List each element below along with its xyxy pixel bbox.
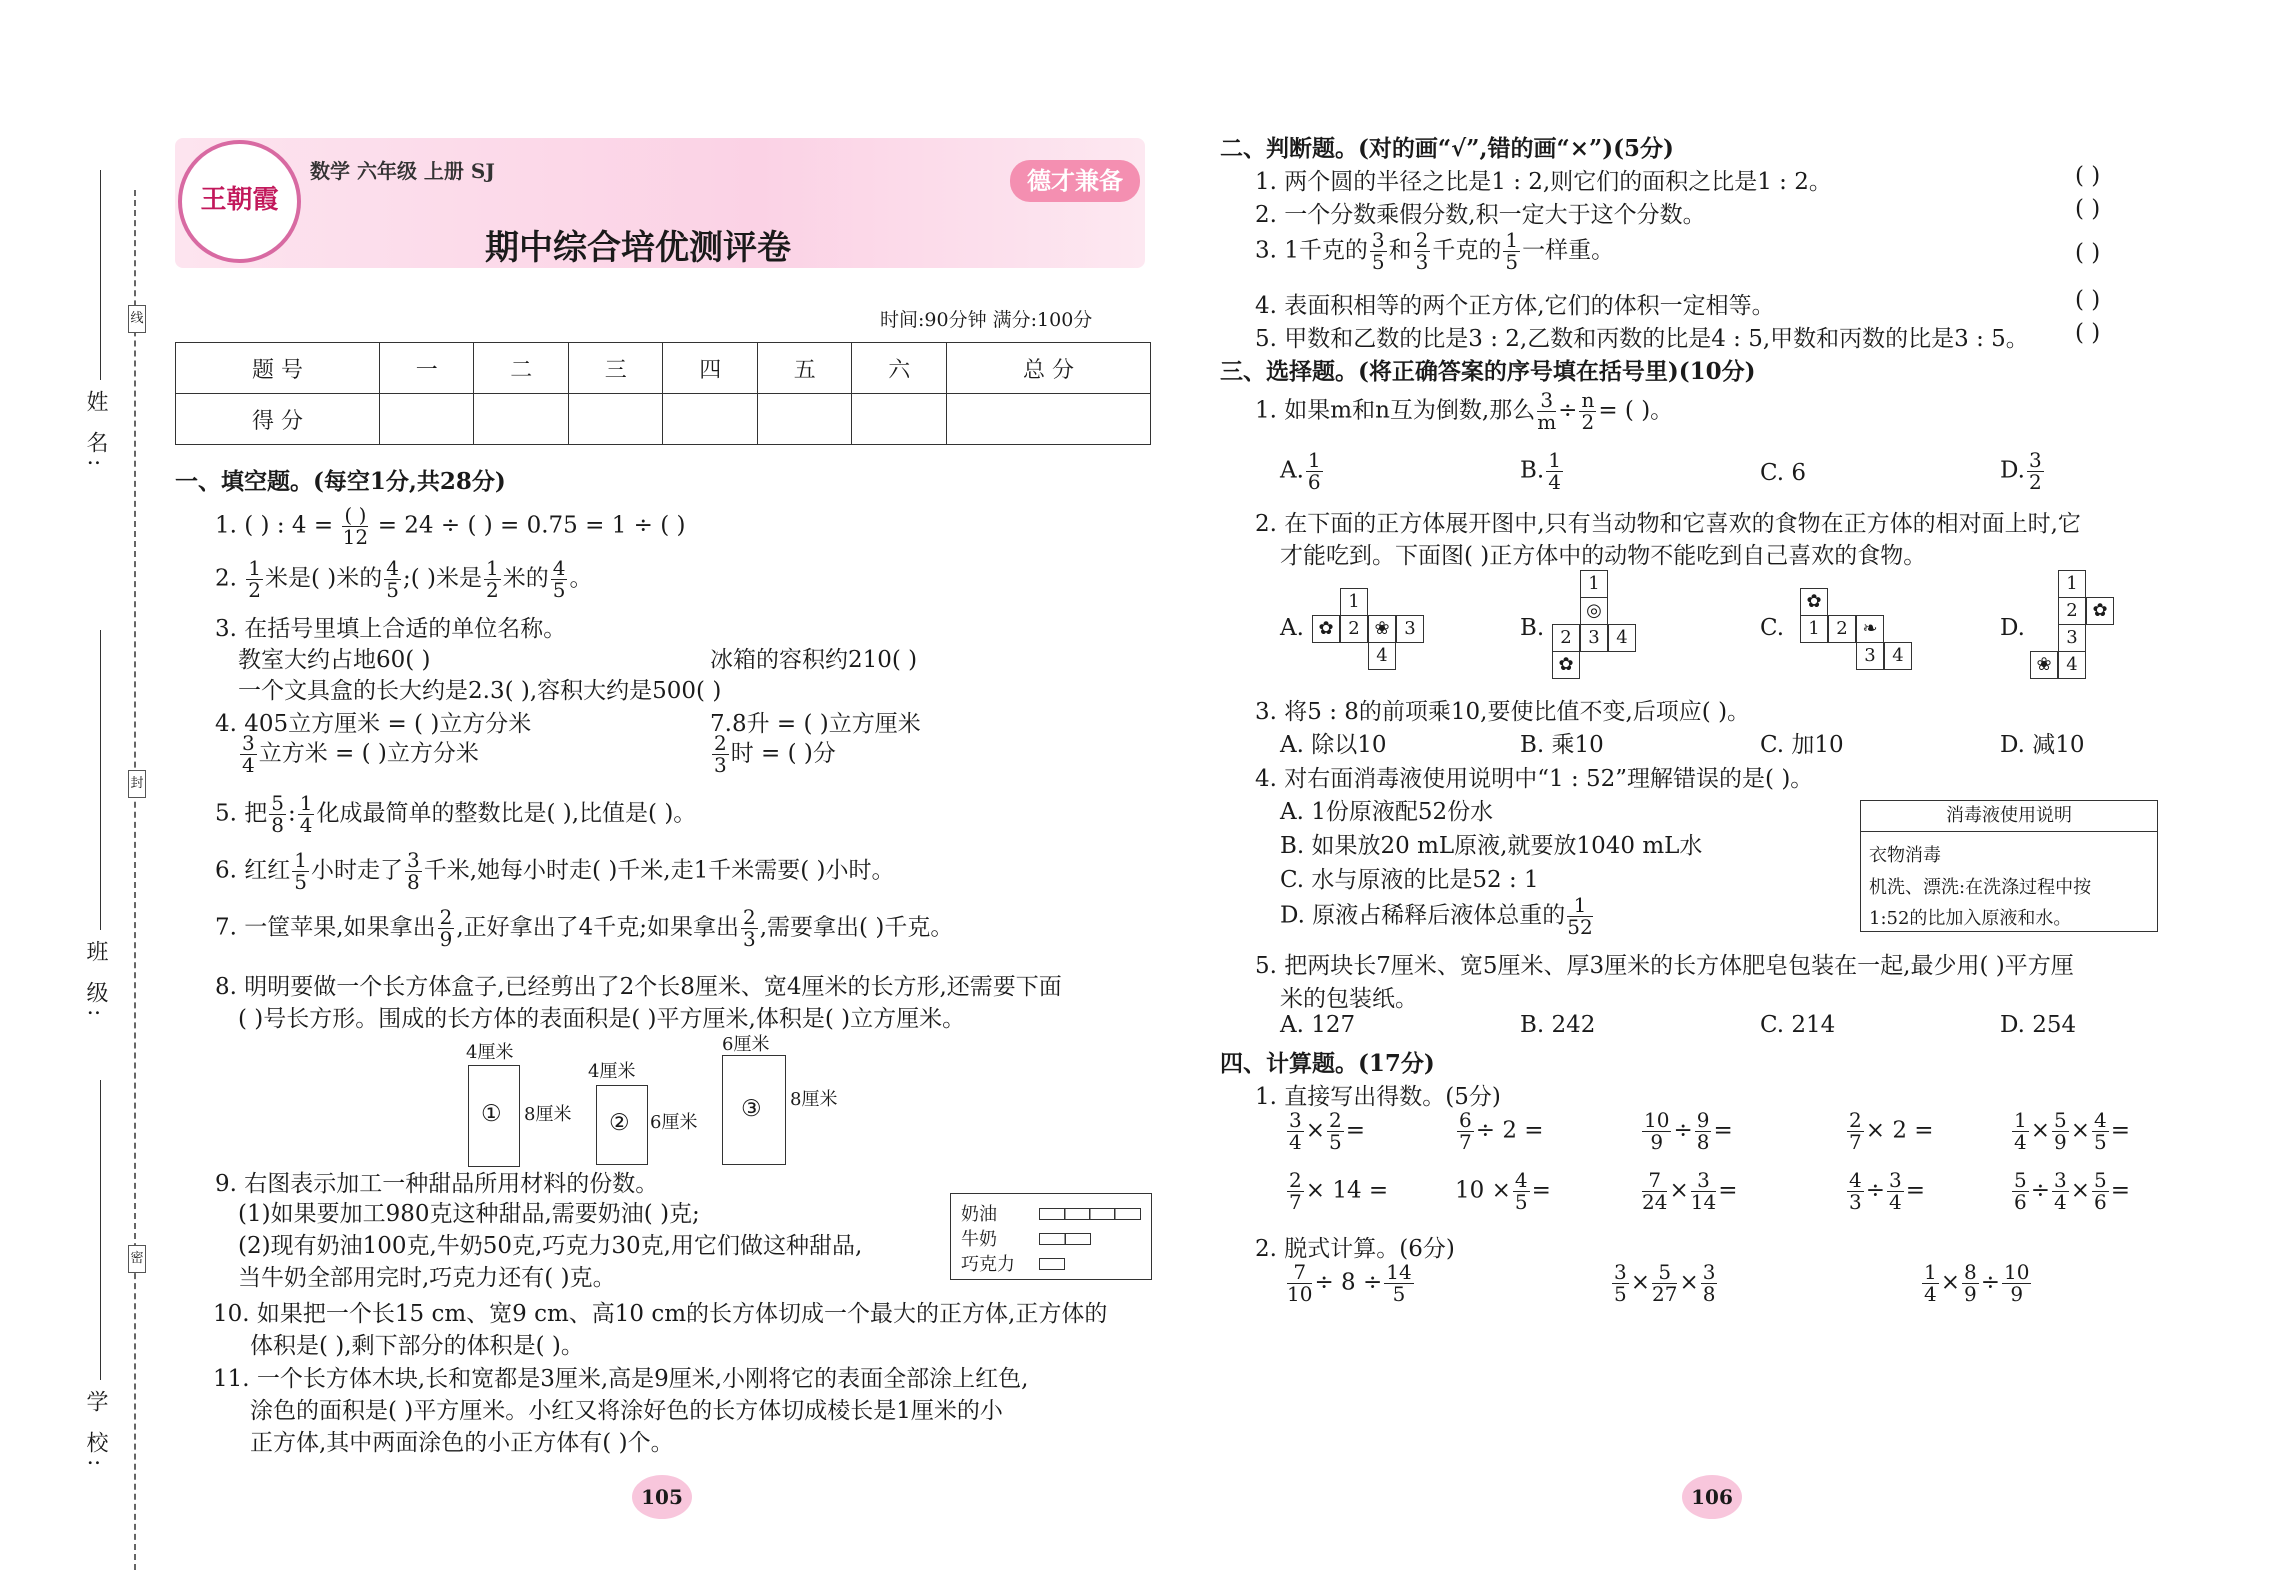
calc-expr: $\frac{5}{6}$ ÷ $\frac{3}{4}$ × $\frac{5}{6}$ = — [2014, 1168, 2131, 1214]
net-a-cell: ❀ — [1368, 615, 1396, 643]
choice-4-c[interactable]: C. 水与原液的比是52 : 1 — [1280, 867, 1539, 893]
score-table — [175, 342, 1151, 445]
question-8b: ( )号长方形。围成的长方体的表面积是( )平方厘米,体积是( )立方厘米。 — [238, 1006, 966, 1032]
page-title: 期中综合培优测评卷 — [485, 228, 791, 268]
choice-4-d[interactable]: D. 原液占稀释后液体总重的 $\frac{1}{52}$ — [1280, 893, 1593, 939]
logo-text: 王朝霞 — [200, 185, 279, 215]
choice-4-a[interactable]: A. 1份原液配52份水 — [1280, 799, 1494, 825]
score-cell: 一 — [379, 343, 474, 394]
score-value-row — [176, 394, 1151, 445]
calc-expr: $\frac{6}{7}$ ÷ 2 = — [1459, 1108, 1544, 1154]
q1-text: 1. ( ) : 4 = — [215, 512, 334, 539]
question-4b: 7.8升 = ( )立方厘米 — [710, 711, 921, 737]
judge-2-answer[interactable]: ( ) — [2075, 196, 2101, 222]
question-3b: 冰箱的容积约210( ) — [710, 647, 918, 673]
question-3: 3. 在括号里填上合适的单位名称。 — [215, 616, 567, 642]
question-8a: 8. 明明要做一个长方体盒子,已经剪出了2个长8厘米、宽4厘米的长方形,还需要下面 — [215, 974, 1062, 1000]
question-7: 7. 一筐苹果,如果拿出 $\frac{2}{9}$ ,正好拿出了4千克;如果拿出 $\frac{2}{3}$ ,需要拿出( )千克。 — [215, 905, 954, 951]
choice-5a: 5. 把两块长7厘米、宽5厘米、厚3厘米的长方体肥皂包装在一起,最少用( )平方厘 — [1255, 953, 2074, 979]
box-title: 消毒液使用说明 — [1861, 801, 2157, 832]
calc-expr: $\frac{1}{4}$ × $\frac{5}{9}$ × $\frac{4}{5}$ = — [2014, 1108, 2131, 1154]
question-3c: 一个文具盒的长大约是2.3( ),容积大约是500( ) — [238, 678, 722, 704]
score-cell: 六 — [852, 343, 947, 394]
question-6: 6. 红红 $\frac{1}{5}$ 小时走了 $\frac{3}{8}$ 千米,她每小时走( )千米,走1千米需要( )小时。 — [215, 848, 895, 894]
net-c-label[interactable]: C. — [1760, 615, 1785, 641]
rect3-side-label: 8厘米 — [790, 1089, 838, 1110]
rectangle-3 — [722, 1055, 786, 1165]
rect2-number: ② — [609, 1110, 630, 1136]
name-line — [100, 170, 101, 380]
net-b-cell: 4 — [1608, 624, 1636, 652]
brand-logo — [178, 140, 301, 263]
legend-cream: 奶油 — [961, 1204, 997, 1225]
choice-1-a[interactable]: A. $\frac{1}{6}$ — [1280, 448, 1321, 494]
score-cell: 总 分 — [946, 343, 1150, 394]
net-a-label[interactable]: A. — [1280, 615, 1304, 641]
choice-1-b[interactable]: B. $\frac{1}{4}$ — [1520, 448, 1561, 494]
calc-expr: $\frac{7}{10}$ ÷ 8 ÷ $\frac{14}{5}$ — [1287, 1260, 1412, 1306]
net-a-cell: 1 — [1340, 588, 1368, 616]
choice-3-d[interactable]: D. 减10 — [2000, 732, 2085, 758]
net-d-label[interactable]: D. — [2000, 615, 2025, 641]
choice-5b: 米的包装纸。 — [1280, 986, 1418, 1012]
choice-3-b[interactable]: B. 乘10 — [1520, 732, 1604, 758]
choice-5-a[interactable]: A. 127 — [1280, 1012, 1356, 1038]
net-d-cell: 2 — [2058, 597, 2086, 625]
score-input[interactable] — [474, 394, 569, 445]
net-b-label[interactable]: B. — [1520, 615, 1545, 641]
net-c-cell: 4 — [1884, 642, 1912, 670]
calc-2-title: 2. 脱式计算。(6分) — [1255, 1236, 1455, 1262]
section-1-title: 一、填空题。(每空1分,共28分) — [175, 468, 506, 495]
question-4d: $\frac{2}{3}$ 时 = ( )分 — [714, 731, 836, 777]
section-4-title: 四、计算题。(17分) — [1220, 1050, 1435, 1077]
judge-5-answer[interactable]: ( ) — [2075, 320, 2101, 346]
judge-1: 1. 两个圆的半径之比是1 : 2,则它们的面积之比是1 : 2。 — [1255, 169, 1832, 195]
choice-3-c[interactable]: C. 加10 — [1760, 732, 1844, 758]
calc-1-title: 1. 直接写出得数。(5分) — [1255, 1084, 1501, 1110]
question-9c: 当牛奶全部用完时,巧克力还有( )克。 — [238, 1265, 616, 1291]
question-11b: 涂色的面积是( )平方厘米。小红又将涂好色的长方体切成棱长是1厘米的小 — [250, 1398, 1003, 1424]
rectangle-1 — [468, 1065, 520, 1167]
binding-mark-seal: 封 — [128, 770, 146, 798]
calc-expr: $\frac{1}{4}$ × $\frac{8}{9}$ ÷ $\frac{10}{9}$ — [1924, 1260, 2030, 1306]
class-line — [100, 630, 101, 930]
choice-5-b[interactable]: B. 242 — [1520, 1012, 1596, 1038]
net-a-cell: ✿ — [1312, 615, 1340, 643]
virtue-stamp: 德才兼备 — [1010, 160, 1140, 202]
section-2-title: 二、判断题。(对的画“√”,错的画“×”)(5分) — [1220, 135, 1674, 162]
ratio-chart — [950, 1193, 1152, 1280]
net-d-cell: ❀ — [2030, 651, 2058, 679]
question-10b: 体积是( ),剩下部分的体积是( )。 — [250, 1333, 584, 1359]
rect3-top-label: 6厘米 — [722, 1034, 770, 1055]
net-c-cell: ✿ — [1800, 588, 1828, 616]
choice-2a: 2. 在下面的正方体展开图中,只有当动物和它喜欢的食物在正方体的相对面上时,它 — [1255, 511, 2081, 537]
score-input[interactable] — [663, 394, 758, 445]
name-label: 姓 名: — [83, 390, 108, 473]
page-number-left: 105 — [632, 1475, 692, 1519]
rect2-top-label: 4厘米 — [588, 1061, 636, 1082]
net-b-cell: 1 — [1580, 570, 1608, 598]
score-cell: 得 分 — [176, 394, 380, 445]
question-11a: 11. 一个长方体木块,长和宽都是3厘米,高是9厘米,小刚将它的表面全部涂上红色, — [213, 1366, 1029, 1392]
question-3a: 教室大约占地60( ) — [238, 647, 431, 673]
question-11c: 正方体,其中两面涂色的小正方体有( )个。 — [250, 1430, 674, 1456]
question-4c: $\frac{3}{4}$ 立方米 = ( )立方分米 — [242, 731, 479, 777]
choice-4: 4. 对右面消毒液使用说明中“1 : 52”理解错误的是( )。 — [1255, 766, 1814, 792]
class-label: 班 级: — [83, 940, 108, 1023]
question-1 — [215, 505, 686, 548]
net-b-cell: ◎ — [1580, 597, 1608, 625]
legend-milk: 牛奶 — [961, 1229, 997, 1250]
binding-strip — [0, 90, 150, 1480]
score-cell: 二 — [474, 343, 569, 394]
net-c-cell: 1 — [1800, 615, 1828, 643]
net-a-cell: 3 — [1396, 615, 1424, 643]
calc-expr: 10 × $\frac{4}{5}$ = — [1455, 1168, 1551, 1214]
choice-3-a[interactable]: A. 除以10 — [1280, 732, 1387, 758]
rect1-side-label: 8厘米 — [524, 1104, 572, 1125]
box-line-1: 衣物消毒 — [1869, 845, 1941, 866]
bar-cream — [1039, 1208, 1141, 1220]
net-b-cell: ✿ — [1552, 651, 1580, 679]
binding-mark-line: 线 — [128, 305, 146, 333]
rect1-number: ① — [481, 1101, 502, 1127]
question-2: 2. $\frac{1}{2}$ 米是( )米的 $\frac{4}{5}$ ;( )米是 $\frac{1}{2}$ 米的 $\frac{4}{5}$ 。 — [215, 556, 593, 602]
score-header-row — [176, 343, 1151, 394]
score-input[interactable] — [757, 394, 852, 445]
bar-milk — [1039, 1233, 1091, 1245]
score-cell: 题 号 — [176, 343, 380, 394]
net-d-cell: 3 — [2058, 624, 2086, 652]
score-input[interactable] — [568, 394, 663, 445]
q1-text-b: = 24 ÷ ( ) = 0.75 = 1 ÷ ( ) — [377, 512, 686, 539]
choice-4-b[interactable]: B. 如果放20 mL原液,就要放1040 mL水 — [1280, 833, 1703, 859]
calc-expr: $\frac{10}{9}$ ÷ $\frac{9}{8}$ = — [1644, 1108, 1733, 1154]
score-input[interactable] — [946, 394, 1150, 445]
choice-5-c[interactable]: C. 214 — [1760, 1012, 1836, 1038]
school-label: 学 校: — [83, 1390, 108, 1473]
judge-5: 5. 甲数和乙数的比是3 : 2,乙数和丙数的比是4 : 5,甲数和丙数的比是3 : 5。 — [1255, 326, 2029, 352]
question-5: 5. 把 $\frac{5}{8}$ : $\frac{1}{4}$ 化成最简单的整数比是( ),比值是( )。 — [215, 791, 697, 837]
question-9a: (1)如果要加工980克这种甜品,需要奶油( )克; — [238, 1201, 700, 1227]
bar-chocolate — [1039, 1258, 1065, 1270]
rect1-top-label: 4厘米 — [466, 1042, 514, 1063]
score-input[interactable] — [379, 394, 474, 445]
judge-2: 2. 一个分数乘假分数,积一定大于这个分数。 — [1255, 202, 1706, 228]
question-9b: (2)现有奶油100克,牛奶50克,巧克力30克,用它们做这种甜品, — [238, 1233, 863, 1259]
calc-expr: $\frac{7}{24}$ × $\frac{3}{14}$ = — [1642, 1168, 1738, 1214]
subject-line: 数学 六年级 上册 SJ — [310, 159, 495, 183]
score-input[interactable] — [852, 394, 947, 445]
choice-5-d[interactable]: D. 254 — [2000, 1012, 2077, 1038]
rectangle-2 — [596, 1085, 648, 1165]
binding-mark-secret: 密 — [128, 1245, 146, 1273]
calc-expr: $\frac{4}{3}$ ÷ $\frac{3}{4}$ = — [1849, 1168, 1926, 1214]
choice-1-c[interactable]: C. 6 — [1760, 460, 1807, 486]
q1-fraction: $\frac{( )}{12}$ — [342, 503, 369, 549]
net-d-cell: ✿ — [2086, 597, 2114, 625]
judge-4-answer[interactable]: ( ) — [2075, 287, 2101, 313]
score-cell: 三 — [568, 343, 663, 394]
choice-3: 3. 将5 : 8的前项乘10,要使比值不变,后项应( )。 — [1255, 699, 1751, 725]
net-d-cell: 4 — [2058, 651, 2086, 679]
score-cell: 五 — [757, 343, 852, 394]
box-line-3: 1:52的比加入原液和水。 — [1869, 908, 2072, 929]
time-info: 时间:90分钟 满分:100分 — [880, 309, 1093, 331]
question-9: 9. 右图表示加工一种甜品所用材料的份数。 — [215, 1171, 659, 1197]
choice-1-d[interactable]: D. $\frac{3}{2}$ — [2000, 448, 2042, 494]
net-c-cell: 3 — [1856, 642, 1884, 670]
rect2-side-label: 6厘米 — [650, 1112, 698, 1133]
school-line — [100, 1080, 101, 1380]
calc-expr: $\frac{2}{7}$ × 14 = — [1289, 1168, 1389, 1214]
disinfectant-box — [1860, 800, 2158, 932]
choice-1: 1. 如果m和n互为倒数,那么 $\frac{3}{m}$ ÷ $\frac{n}{2}$ = ( )。 — [1255, 388, 1674, 434]
box-line-2: 机洗、漂洗:在洗涤过程中按 — [1869, 877, 2092, 898]
net-d-cell: 1 — [2058, 570, 2086, 598]
judge-1-answer[interactable]: ( ) — [2075, 163, 2101, 189]
choice-2b: 才能吃到。下面图( )正方体中的动物不能吃到自己喜欢的食物。 — [1280, 543, 1927, 569]
calc-expr: $\frac{3}{5}$ × $\frac{5}{27}$ × $\frac{3}{8}$ — [1614, 1260, 1716, 1306]
rect3-number: ③ — [741, 1096, 762, 1122]
question-10a: 10. 如果把一个长15 cm、宽9 cm、高10 cm的长方体切成一个最大的正方体,正方体的 — [213, 1301, 1108, 1327]
net-b-cell: 2 — [1552, 624, 1580, 652]
judge-3-answer[interactable]: ( ) — [2075, 240, 2101, 266]
net-a-cell: 2 — [1340, 615, 1368, 643]
legend-chocolate: 巧克力 — [961, 1254, 1015, 1275]
judge-4: 4. 表面积相等的两个正方体,它们的体积一定相等。 — [1255, 293, 1775, 319]
score-cell: 四 — [663, 343, 758, 394]
calc-expr: $\frac{2}{7}$ × 2 = — [1849, 1108, 1934, 1154]
net-c-cell: ❧ — [1856, 615, 1884, 643]
net-b-cell: 3 — [1580, 624, 1608, 652]
net-c-cell: 2 — [1828, 615, 1856, 643]
judge-3: 3. 1千克的 $\frac{3}{5}$ 和 $\frac{2}{3}$ 千克的 $\frac{1}{5}$ 一样重。 — [1255, 228, 1615, 274]
calc-expr: $\frac{3}{4}$ × $\frac{2}{5}$ = — [1289, 1108, 1366, 1154]
page-number-right: 106 — [1682, 1475, 1742, 1519]
section-3-title: 三、选择题。(将正确答案的序号填在括号里)(10分) — [1220, 358, 1756, 385]
question-4a: 4. 405立方厘米 = ( )立方分米 — [215, 711, 532, 737]
binding-dotted-line — [134, 190, 136, 1570]
net-a-cell: 4 — [1368, 642, 1396, 670]
